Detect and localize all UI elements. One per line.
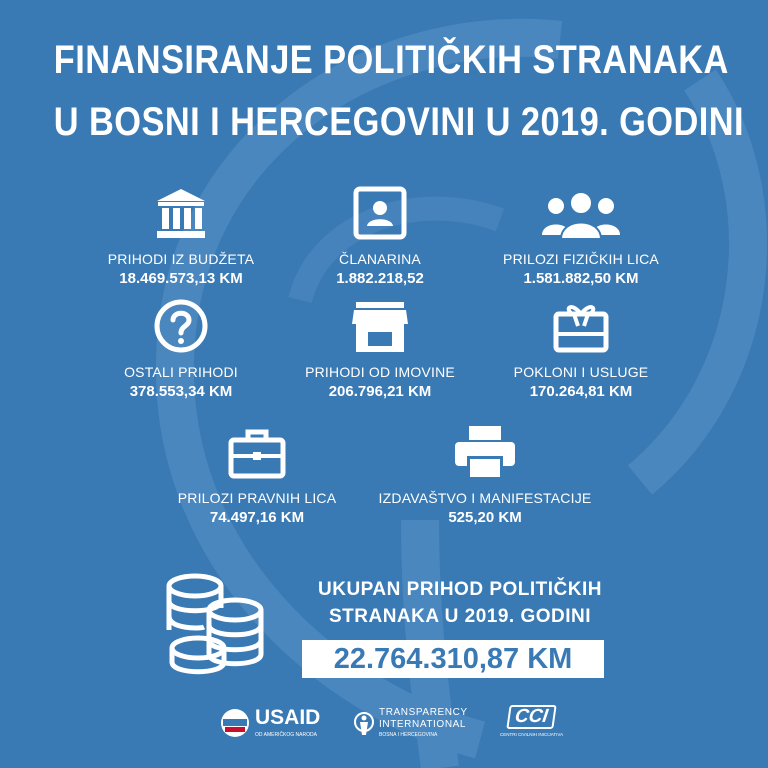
item-value: 170.264,81 KM <box>529 383 633 400</box>
ti-line-1: TRANSPARENCY <box>379 707 468 718</box>
item-label: IZDAVAŠTVO I MANIFESTACIJE <box>378 490 592 506</box>
item-label: PRIHODI IZ BUDŽETA <box>107 251 255 267</box>
item-publishing-events <box>375 424 595 526</box>
item-other-income <box>71 298 291 400</box>
item-value: 1.581.882,50 KM <box>523 270 639 287</box>
title-line-1: FINANSIRANJE POLITIČKIH STRANAKA <box>53 38 729 82</box>
usaid-logo <box>220 707 320 739</box>
title-line-2: U BOSNI I HERCEGOVINI U 2019. GODINI <box>53 100 745 144</box>
bank-icon <box>71 185 291 241</box>
coins-icon <box>160 568 270 683</box>
item-label: PRILOZI PRAVNIH LICA <box>177 490 337 506</box>
partner-logos <box>0 703 768 753</box>
total-label-line-1: UKUPAN PRIHOD POLITIČKIH <box>318 579 602 600</box>
storefront-icon <box>270 298 490 354</box>
ti-figure-icon <box>353 711 375 737</box>
total-label <box>270 576 650 630</box>
total-value: 22.764.310,87 KM <box>302 640 604 678</box>
item-label: OSTALI PRIHODI <box>124 364 238 380</box>
usaid-name: USAID <box>255 706 321 729</box>
briefcase-icon <box>147 424 367 480</box>
printer-icon <box>375 424 595 480</box>
cci-name: CCI <box>506 705 556 729</box>
item-value: 525,20 KM <box>448 509 522 526</box>
member-card-icon <box>270 185 490 241</box>
ti-line-2: INTERNATIONAL <box>379 719 467 730</box>
item-membership <box>270 185 490 287</box>
question-icon <box>71 298 291 354</box>
item-gifts-services <box>471 298 691 400</box>
usaid-seal-icon <box>220 708 250 738</box>
transparency-international-logo <box>353 707 468 740</box>
cci-tagline: CENTRI CIVILNIH INICIJATIVA <box>500 732 564 737</box>
item-legal-entity-contributions <box>147 424 367 526</box>
item-value: 378.553,34 KM <box>129 383 233 400</box>
cci-logo <box>500 705 563 739</box>
people-group-icon <box>471 185 691 241</box>
ti-line-3: BOSNA I HERCEGOVINA <box>379 732 438 738</box>
item-label: POKLONI I USLUGE <box>513 364 649 380</box>
item-label: PRILOZI FIZIČKIH LICA <box>503 251 659 267</box>
item-label: PRIHODI OD IMOVINE <box>305 364 455 380</box>
item-value: 206.796,21 KM <box>328 383 432 400</box>
gift-icon <box>471 298 691 354</box>
total-label-line-2: STRANAKA U 2019. GODINI <box>328 606 592 627</box>
item-budget <box>71 185 291 287</box>
item-label: ČLANARINA <box>339 251 421 267</box>
item-value: 74.497,16 KM <box>209 509 305 526</box>
item-property-income <box>270 298 490 400</box>
item-value: 18.469.573,13 KM <box>119 270 243 287</box>
usaid-tagline: OD AMERIČKOG NARODA <box>255 732 317 738</box>
item-value: 1.882.218,52 <box>336 270 424 287</box>
item-individual-contributions <box>471 185 691 287</box>
